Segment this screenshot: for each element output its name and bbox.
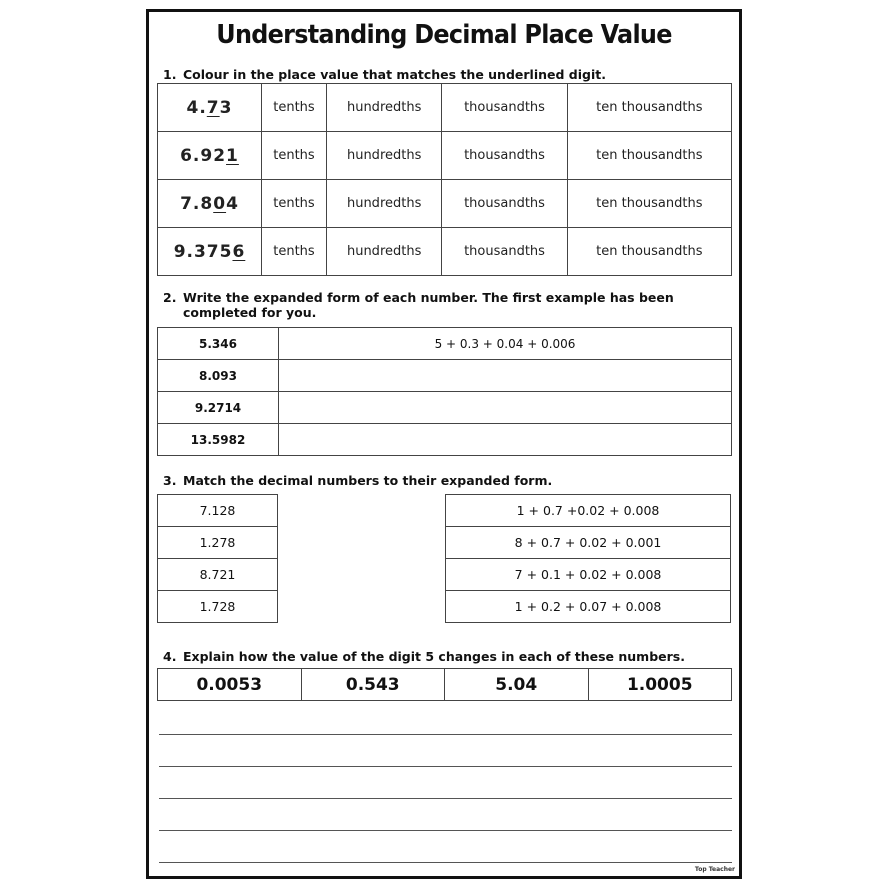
question-1-prompt: 1. Colour in the place value that matches the underlined digit.	[163, 67, 606, 82]
match-expanded[interactable]: 1 + 0.7 +0.02 + 0.008	[446, 495, 731, 527]
option-hundredths[interactable]: hundredths	[326, 228, 441, 276]
expanded-form-cell: 5 + 0.3 + 0.04 + 0.006	[279, 328, 732, 360]
answer-line[interactable]	[159, 734, 732, 735]
option-tenths[interactable]: tenths	[262, 228, 327, 276]
number-cell: 8.093	[158, 360, 279, 392]
match-expanded-table	[445, 494, 731, 623]
option-thousandths[interactable]: thousandths	[442, 180, 567, 228]
table-row	[158, 495, 278, 527]
option-hundredths[interactable]: hundredths	[326, 132, 441, 180]
expanded-form-table	[157, 327, 732, 456]
number-cell: 0.0053	[158, 669, 302, 701]
option-thousandths[interactable]: thousandths	[442, 132, 567, 180]
decimal-number: 4.73	[158, 84, 262, 132]
expanded-form-answer[interactable]	[279, 360, 732, 392]
match-number[interactable]: 1.278	[158, 527, 278, 559]
number-cell: 5.346	[158, 328, 279, 360]
expanded-form-answer[interactable]	[279, 424, 732, 456]
table-row	[446, 559, 731, 591]
option-tenths[interactable]: tenths	[262, 132, 327, 180]
match-expanded[interactable]: 7 + 0.1 + 0.02 + 0.008	[446, 559, 731, 591]
table-row	[158, 392, 732, 424]
expanded-form-answer[interactable]	[279, 392, 732, 424]
table-row	[158, 328, 732, 360]
brand-logo: Top Teacher	[694, 866, 735, 873]
match-number[interactable]: 1.728	[158, 591, 278, 623]
option-ten-thousandths[interactable]: ten thousandths	[567, 84, 731, 132]
table-row	[158, 559, 278, 591]
number-cell: 13.5982	[158, 424, 279, 456]
option-thousandths[interactable]: thousandths	[442, 84, 567, 132]
table-row	[446, 591, 731, 623]
option-tenths[interactable]: tenths	[262, 180, 327, 228]
decimal-number: 9.3756	[158, 228, 262, 276]
table-row	[158, 527, 278, 559]
answer-line[interactable]	[159, 798, 732, 799]
option-ten-thousandths[interactable]: ten thousandths	[567, 228, 731, 276]
table-row	[446, 527, 731, 559]
answer-line[interactable]	[159, 830, 732, 831]
number-cell: 0.543	[301, 669, 445, 701]
table-row	[158, 228, 732, 276]
match-expanded[interactable]: 8 + 0.7 + 0.02 + 0.001	[446, 527, 731, 559]
table-row	[446, 495, 731, 527]
decimal-number: 7.804	[158, 180, 262, 228]
table-row	[158, 84, 732, 132]
option-hundredths[interactable]: hundredths	[326, 84, 441, 132]
question-4-prompt: 4. Explain how the value of the digit 5 changes in each of these numbers.	[163, 649, 685, 664]
number-cell: 9.2714	[158, 392, 279, 424]
table-row	[158, 424, 732, 456]
worksheet-title: Understanding Decimal Place Value	[216, 20, 672, 50]
table-row	[158, 669, 732, 701]
option-hundredths[interactable]: hundredths	[326, 180, 441, 228]
match-expanded[interactable]: 1 + 0.2 + 0.07 + 0.008	[446, 591, 731, 623]
table-row	[158, 132, 732, 180]
option-ten-thousandths[interactable]: ten thousandths	[567, 180, 731, 228]
question-2-prompt: 2. Write the expanded form of each number. The first example has been completed for you.	[163, 290, 674, 320]
number-cell: 5.04	[445, 669, 589, 701]
option-thousandths[interactable]: thousandths	[442, 228, 567, 276]
table-row	[158, 360, 732, 392]
table-row	[158, 591, 278, 623]
answer-line[interactable]	[159, 766, 732, 767]
option-tenths[interactable]: tenths	[262, 84, 327, 132]
place-value-table	[157, 83, 732, 276]
table-row	[158, 180, 732, 228]
digit-five-numbers-table	[157, 668, 732, 701]
option-ten-thousandths[interactable]: ten thousandths	[567, 132, 731, 180]
answer-line[interactable]	[159, 862, 732, 863]
number-cell: 1.0005	[588, 669, 732, 701]
match-number[interactable]: 7.128	[158, 495, 278, 527]
match-number[interactable]: 8.721	[158, 559, 278, 591]
worksheet-page	[146, 9, 742, 879]
match-numbers-table	[157, 494, 278, 623]
question-3-prompt: 3. Match the decimal numbers to their expanded form.	[163, 473, 553, 488]
decimal-number: 6.921	[158, 132, 262, 180]
